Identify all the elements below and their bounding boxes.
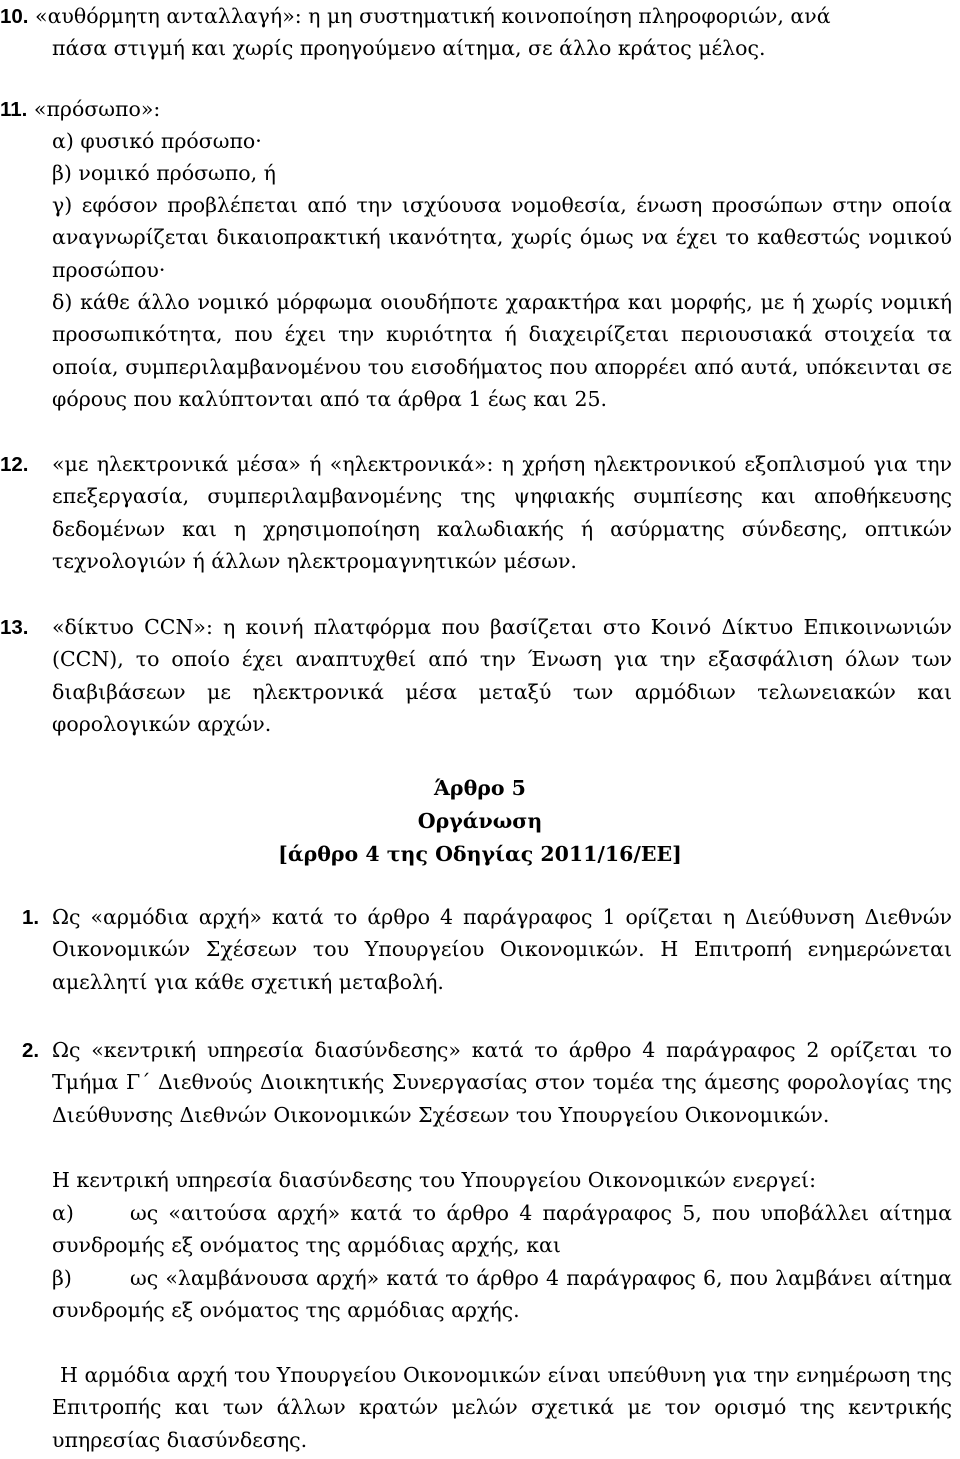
item-number: 10.: [0, 5, 29, 28]
paragraph-2-number: [22, 1034, 52, 1067]
definition-item-10-continuation: [52, 32, 952, 64]
item-text-line: «αυθόρμητη ανταλλαγή»: η μη συστηματική κοινοποίηση πληροφοριών, ανά: [35, 4, 831, 28]
definition-item-13-text: «δίκτυο CCN»: η κοινή πλατφόρμα που βασίζεται στο Κοινό Δίκτυο Επικοινωνιών (CCN), το οποίο έχει αναπτυχθεί από την Ένωση για την εξασφάλιση όλων των διαβιβάσεων με ηλεκτρονικά μέσα μεταξύ των αρμόδιων τελωνειακών και φορολογικών αρχών.: [52, 615, 952, 737]
sub-item-label: α): [52, 1201, 74, 1225]
sub-item-label: β): [52, 1266, 72, 1290]
paragraph-number: 1.: [22, 906, 40, 929]
sub-item-text: ως «λαμβάνουσα αρχή» κατά το άρθρο 4 παράγραφος 6, που λαμβάνει αίτημα συνδρομής εξ ονόματος της αρμόδιας αρχής.: [52, 1266, 952, 1323]
sub-item-text: α) φυσικό πρόσωπο·: [52, 129, 262, 153]
paragraph-number: 2.: [22, 1039, 40, 1062]
definition-item-13-number: [0, 611, 52, 644]
closing-paragraph: Η αρμόδια αρχή του Υπουργείου Οικονομικών είναι υπεύθυνη για την ενημέρωση της Επιτροπής και των άλλων κρατών μελών σχετικά με τον ορισμό της κεντρικής υπηρεσίας διασύνδεσης.: [52, 1363, 952, 1452]
item-number: 12.: [0, 453, 29, 476]
definition-item-12-number: [0, 448, 52, 481]
definition-item-12-text: «με ηλεκτρονικά μέσα» ή «ηλεκτρονικά»: η χρήση ηλεκτρονικού εξοπλισμού για την επεξεργασία, συμπεριλαμβανομένης της ψηφιακής συμπίεσης και αποθήκευσης δεδομένων και η χρησιμοποίηση καλωδιακής ή ασύρματης σύνδεσης, οπτικών τεχνολογιών ή άλλων ηλεκτρομαγνητικών μέσων.: [52, 452, 952, 574]
paragraph-2-intro: Η κεντρική υπηρεσία διασύνδεσης του Υπουργείου Οικονομικών ενεργεί:: [52, 1168, 816, 1192]
item-heading: «πρόσωπο»:: [33, 97, 161, 121]
sub-item-text: β) νομικό πρόσωπο, ή: [52, 161, 276, 185]
paragraph-1-text: Ως «αρμόδια αρχή» κατά το άρθρο 4 παράγραφος 1 ορίζεται η Διεύθυνση Διεθνών Οικονομικών Σχέσεων του Υπουργείου Οικονομικών. Η Επιτροπή ενημερώνεται αμελλητί για κάθε σχετική μεταβολή.: [52, 905, 952, 994]
paragraph-2-sub-a: [52, 1197, 952, 1262]
paragraph-2-text: Ως «κεντρική υπηρεσία διασύνδεσης» κατά το άρθρο 4 παράγραφος 2 ορίζεται το Τμήμα Γ΄ Διεθνούς Διοικητικής Συνεργασίας στον τομέα της άμεσης φορολογίας της Διεύθυνσης Διεθνών Οικονομικών Σχέσεων του Υπουργείου Οικονομικών.: [52, 1038, 952, 1127]
definition-item-11-d: δ) κάθε άλλο νομικό μόρφωμα οιουδήποτε χαρακτήρα και μορφής, με ή χωρίς νομική προσωπικότητα, που έχει την κυριότητα ή διαχειρίζεται περιουσιακά στοιχεία τα οποία, συμπεριλαμβανομένου του εισοδήματος που απορρέει από αυτά, υπόκεινται σε φόρους που καλύπτονται από τα άρθρα 1 έως και 25.: [52, 290, 952, 412]
definition-item-10: [0, 0, 960, 33]
sub-item-text: ως «αιτούσα αρχή» κατά το άρθρο 4 παράγραφος 5, που υποβάλλει αίτημα συνδρομής εξ ονόματος της αρμόδιας αρχής, και: [52, 1201, 952, 1258]
item-number: 13.: [0, 616, 29, 639]
definition-item-11-a: [52, 125, 952, 157]
paragraph-1-number: [22, 901, 52, 934]
item-text-line: πάσα στιγμή και χωρίς προηγούμενο αίτημα, σε άλλο κράτος μέλος.: [52, 36, 766, 60]
paragraph-2-sub-b: [52, 1262, 952, 1327]
item-number: 11.: [0, 98, 28, 121]
definition-item-11-b: [52, 157, 952, 189]
article-number: Άρθρο 5: [434, 776, 526, 800]
article-reference: [άρθρο 4 της Οδηγίας 2011/16/ΕΕ]: [278, 842, 682, 866]
article-title: Οργάνωση: [417, 809, 543, 833]
definition-item-11-heading: [0, 93, 960, 126]
definition-item-11-c: γ) εφόσον προβλέπεται από την ισχύουσα νομοθεσία, ένωση προσώπων στην οποία αναγνωρίζεται δικαιοπρακτική ικανότητα, χωρίς όμως να έχει το καθεστώς νομικού προσώπου·: [52, 193, 952, 282]
